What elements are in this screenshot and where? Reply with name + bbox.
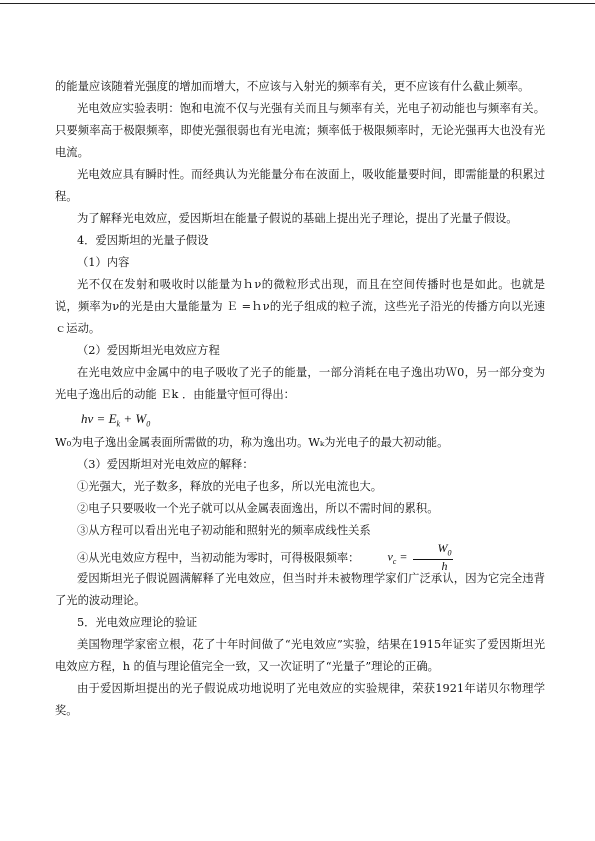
section-heading-4: 4．爱因斯坦的光量子假设 [77, 234, 209, 247]
paragraph-reception: 爱因斯坦光子假说圆满解释了光电效应，但当时并未被物理学家们广泛承认，因为它完全违背了光的波动理论。 [55, 572, 545, 607]
cutoff-nu: ν [387, 549, 393, 564]
paragraph-photon-content: 光不仅在发射和吸收时以能量为ｈν的微粒形式出现，而且在空间传播时也是如此。也就是说，频率为ν的光是由大量能量为 Ｅ =ｈν的光子组成的粒子流，这些光子沿光的传播方向以光速ｃ运动。 [55, 278, 545, 335]
paragraph-energy-absorption: 在光电效应中金属中的电子吸收了光子的能量，一部分消耗在电子逸出功Ｗ0，另一部分变为光电子逸出后的动能 Ｅk ．由能量守恒可得出： [55, 366, 545, 401]
explanation-item-3: ③从方程可以看出光电子初动能和照射光的频率成线性关系 [77, 524, 371, 537]
explanation-item-4 [55, 541, 545, 574]
paragraph-experiment-results: 光电效应实验表明：饱和电流不仅与光强有关而且与频率有关，光电子初动能也与频率有关。只要频率高于极限频率，即使光强很弱也有光电流；频率低于极限频率时，无论光强再大也没有光电流。 [55, 102, 545, 159]
formula-equals: = [93, 411, 109, 426]
cutoff-numerator [413, 542, 453, 560]
paragraph-millikan: 美国物理学家密立根，花了十年时间做了“光电效应”实验，结果在1915年证实了爱因斯坦光电效应方程，h 的值与理论值完全一致，又一次证明了“光量子”理论的正确。 [55, 638, 545, 673]
section-heading-5: 5．光电效应理论的验证 [77, 616, 198, 629]
paragraph-work-function: W₀为电子逸出金属表面所需做的功，称为逸出功。Wₖ为光电子的最大初动能。 [55, 436, 449, 449]
header-rule [0, 3, 595, 4]
paragraph-nobel: 由于爱因斯坦提出的光子假说成功地说明了光电效应的实验规律，荣获1921年诺贝尔物理学奖。 [55, 682, 545, 717]
paragraph-einstein-intro: 为了解释光电效应，爱因斯坦在能量子假说的基础上提出光子理论，提出了光量子假设。 [77, 212, 518, 225]
einstein-equation [55, 406, 545, 432]
subheading-equation: （2）爱因斯坦光电效应方程 [77, 344, 220, 357]
explanation-item-2: ②电子只要吸收一个光子就可以从金属表面逸出，所以不需时间的累积。 [77, 502, 439, 515]
formula-w-sub: 0 [146, 419, 151, 429]
paragraph-continuation: 的能量应该随着光强度的增加而增大，不应该与入射光的频率有关，更不应该有什么截止频率。 [55, 80, 530, 93]
document-body [55, 76, 545, 722]
formula-h-nu: hν [81, 411, 94, 426]
explanation-item-1: ①光强大，光子数多，释放的光电子也多，所以光电流也大。 [77, 480, 383, 493]
subheading-content: （1）内容 [77, 256, 130, 269]
cutoff-num-sub: 0 [447, 548, 452, 558]
cutoff-denominator: h [441, 559, 448, 574]
cutoff-equals: = [396, 549, 411, 564]
formula-w: W [135, 411, 147, 426]
cutoff-nu-sub: c [392, 556, 397, 566]
cutoff-num-w: W [437, 541, 448, 555]
formula-e: E [108, 411, 117, 426]
formula-plus: + [120, 411, 136, 426]
formula-e-sub: k [116, 419, 121, 429]
subheading-explanation: （3）爱因斯坦对光电效应的解释： [77, 458, 254, 471]
explanation-item-4-text: ④从光电效应方程中，当初动能为零时，可得极限频率： [77, 551, 360, 565]
paragraph-instantaneity: 光电效应具有瞬时性。而经典认为光能量分布在波面上，吸收能量要时间，即需能量的积累过程。 [55, 168, 545, 203]
